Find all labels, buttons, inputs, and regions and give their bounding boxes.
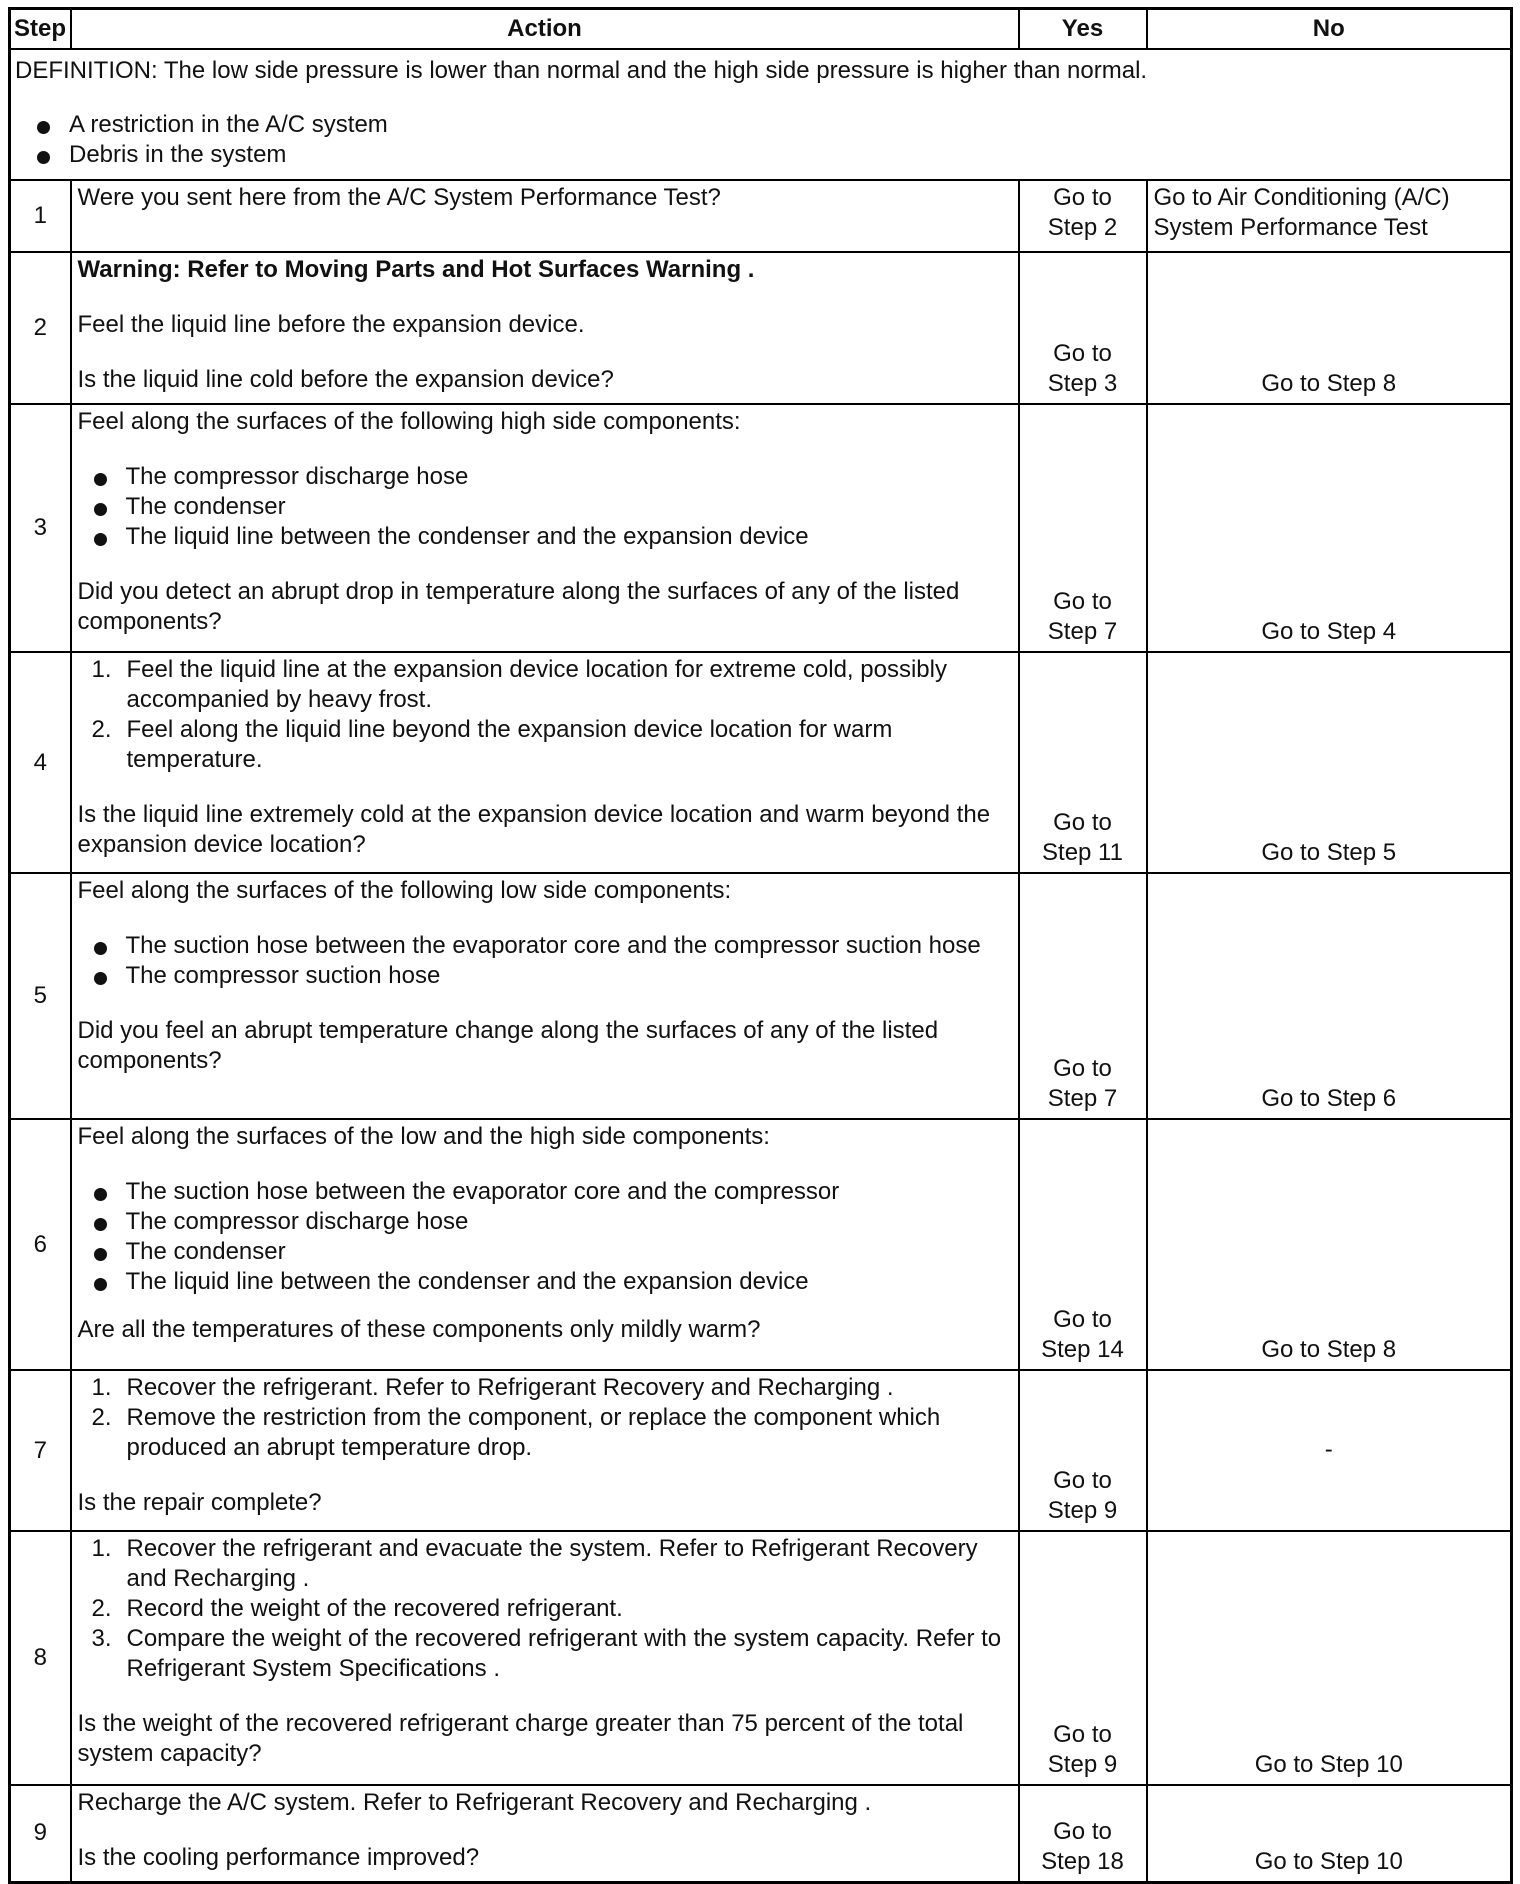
list-item [92,715,1012,775]
list-item: The suction hose between the evaporator core and the compressor [92,1177,1012,1207]
list-number: 2. [91,1404,112,1431]
definition-cell [10,49,1512,180]
table-row [10,180,1512,252]
yes-line: Go to [1053,340,1112,367]
list-item: The condenser [92,1237,1012,1267]
no-cell [1147,180,1512,252]
component-list [78,931,1012,991]
list-item: The compressor discharge hose [92,462,1012,492]
yes-line: Step 11 [1042,839,1123,866]
component-list [78,1177,1012,1297]
list-item [92,1594,1012,1624]
list-text: Recover the refrigerant. Refer to Refrigerant Recovery and Recharging . [126,1374,894,1401]
instruction-text: Feel along the surfaces of the following low side components: [77,877,732,904]
table-row [10,1370,1512,1531]
list-item [92,1624,1012,1684]
no-cell: - [1147,1370,1512,1531]
yes-cell [1019,1370,1147,1531]
no-cell: Go to Step 4 [1147,404,1512,652]
action-cell [71,1785,1019,1882]
yes-cell [1019,180,1147,252]
list-text: Feel the liquid line at the expansion device location for extreme cold, possibly accompanied by heavy frost. [126,656,947,713]
no-cell: Go to Step 10 [1147,1785,1512,1882]
numbered-list [78,1373,1012,1463]
list-item [92,1534,1012,1594]
definition-row [10,49,1512,180]
yes-line: Go to [1053,1306,1112,1333]
yes-line: Step 9 [1047,1497,1118,1524]
header-no: No [1147,9,1512,50]
list-item: The suction hose between the evaporator core and the compressor suction hose [92,931,1012,961]
table-row [10,1119,1512,1370]
list-item: The liquid line between the condenser and the expansion device [92,1267,1012,1297]
header-step: Step [10,9,71,50]
table-row [10,404,1512,652]
no-cell: Go to Step 5 [1147,652,1512,873]
no-cell: Go to Step 8 [1147,252,1512,404]
instruction-text: Recharge the A/C system. Refer to Refrigerant Recovery and Recharging . [77,1789,872,1816]
numbered-list [78,655,1012,775]
header-row [10,9,1512,50]
list-text: Feel along the liquid line beyond the expansion device location for warm temperature. [126,716,893,773]
yes-line: Step 2 [1047,214,1118,241]
yes-cell [1019,1531,1147,1785]
action-cell [71,1370,1019,1531]
header-action: Action [71,9,1019,50]
yes-line: Go to [1053,1817,1112,1845]
action-cell [71,873,1019,1119]
step-number: 6 [10,1119,71,1370]
list-number: 2. [91,716,112,743]
yes-cell [1019,873,1147,1119]
step-number: 4 [10,652,71,873]
question-text: Are all the temperatures of these components only mildly warm? [77,1316,761,1343]
list-item [92,1403,1012,1463]
yes-line: Go to [1053,809,1112,836]
table-row [10,873,1512,1119]
list-text: Compare the weight of the recovered refrigerant with the system capacity. Refer to Refrigerant System Specifications . [126,1625,1002,1682]
action-cell [71,404,1019,652]
question-text: Were you sent here from the A/C System Performance Test? [77,184,721,211]
step-number: 9 [10,1785,71,1882]
yes-line: Go to [1053,1721,1112,1748]
table-row [10,1531,1512,1785]
question-text: Is the liquid line cold before the expansion device? [77,366,614,393]
no-line: System Performance Test [1153,214,1428,241]
table-row [10,1785,1512,1882]
definition-text: DEFINITION: The low side pressure is lower than normal and the high side pressure is higher than normal. [15,57,1148,84]
yes-cell [1019,1119,1147,1370]
definition-bullets [15,110,1506,170]
list-number: 3. [91,1625,112,1652]
numbered-list [78,1534,1012,1684]
question-text: Is the weight of the recovered refrigerant charge greater than 75 percent of the total system capacity? [77,1710,964,1767]
list-item: Debris in the system [35,140,1506,170]
yes-line: Step 3 [1047,370,1118,397]
list-text: Record the weight of the recovered refrigerant. [126,1595,623,1622]
list-item: A restriction in the A/C system [35,110,1506,140]
action-cell [71,252,1019,404]
diagnostic-table [8,7,1513,1884]
yes-line: Step 9 [1047,1751,1118,1778]
list-item [92,1373,1012,1403]
yes-line: Step 14 [1041,1336,1124,1363]
action-cell [71,1119,1019,1370]
yes-cell [1019,652,1147,873]
yes-cell [1019,252,1147,404]
action-cell [71,652,1019,873]
list-text: Remove the restriction from the component, or replace the component which produced an abrupt temperature drop. [126,1404,941,1461]
step-number: 3 [10,404,71,652]
question-text: Did you feel an abrupt temperature change along the surfaces of any of the listed components? [77,1017,939,1074]
instruction-text: Feel along the surfaces of the low and the high side components: [77,1123,770,1150]
question-text: Did you detect an abrupt drop in temperature along the surfaces of any of the listed components? [77,578,960,635]
list-number: 1. [91,1535,112,1562]
yes-line: Step 7 [1047,618,1118,645]
list-number: 1. [91,656,112,683]
instruction-text: Feel along the surfaces of the following high side components: [77,408,741,435]
list-item [92,655,1012,715]
yes-cell [1019,404,1147,652]
list-number: 2. [91,1595,112,1622]
yes-cell [1019,1785,1147,1882]
no-line: Go to Air Conditioning (A/C) [1153,184,1450,211]
header-yes: Yes [1019,9,1147,50]
diagnostic-table-page [8,7,1510,1884]
no-cell: Go to Step 6 [1147,873,1512,1119]
no-cell: Go to Step 10 [1147,1531,1512,1785]
yes-line: Go to [1053,1055,1112,1082]
warning-text: Warning: Refer to Moving Parts and Hot Surfaces Warning . [77,256,755,283]
yes-line: Go to [1053,184,1112,211]
table-row [10,652,1512,873]
step-number: 2 [10,252,71,404]
component-list [78,462,1012,552]
question-text: Is the repair complete? [77,1489,322,1516]
yes-line: Step 7 [1047,1085,1118,1112]
yes-line: Go to [1053,588,1112,615]
step-number: 5 [10,873,71,1119]
yes-line: Go to [1053,1467,1112,1494]
action-cell [71,1531,1019,1785]
list-item: The condenser [92,492,1012,522]
yes-line: Step 18 [1041,1847,1124,1875]
action-cell [71,180,1019,252]
list-number: 1. [91,1374,112,1401]
question-text: Is the liquid line extremely cold at the expansion device location and warm beyond the expansion device location? [77,801,991,858]
question-text: Is the cooling performance improved? [77,1844,480,1871]
list-text: Recover the refrigerant and evacuate the system. Refer to Refrigerant Recovery and Recharging . [126,1535,978,1592]
step-number: 7 [10,1370,71,1531]
list-item: The liquid line between the condenser and the expansion device [92,522,1012,552]
step-number: 8 [10,1531,71,1785]
no-cell: Go to Step 8 [1147,1119,1512,1370]
list-item: The compressor discharge hose [92,1207,1012,1237]
table-row [10,252,1512,404]
list-item: The compressor suction hose [92,961,1012,991]
step-number: 1 [10,180,71,252]
instruction-text: Feel the liquid line before the expansion device. [77,311,585,338]
